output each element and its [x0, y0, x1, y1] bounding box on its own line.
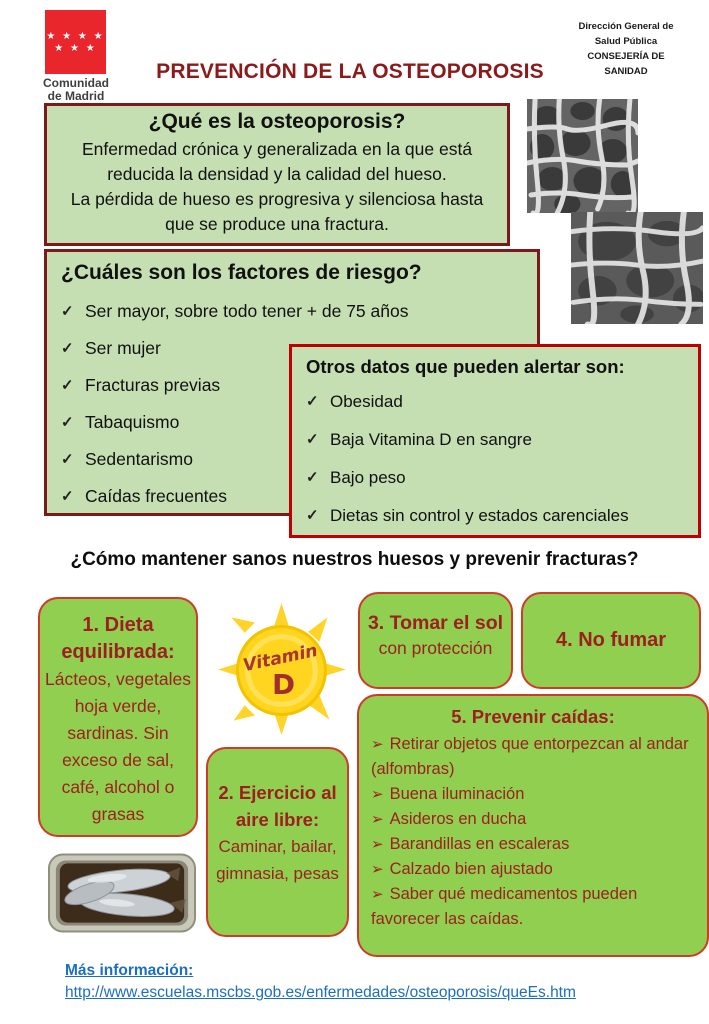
- sardine-tin-image: [48, 853, 196, 933]
- fall-item-text: Asideros en ducha: [389, 810, 527, 828]
- check-icon: ✓: [61, 488, 74, 505]
- footer: [65, 962, 685, 1002]
- definition-title: ¿Qué es la osteoporosis?: [148, 110, 406, 133]
- check-icon: ✓: [306, 507, 319, 524]
- fall-item-text: Retirar objetos que entorpezcan al andar (alfombras): [371, 735, 689, 778]
- department-header: [545, 19, 707, 79]
- check-icon: ✓: [306, 469, 319, 486]
- list-item: [371, 857, 695, 882]
- tip-box-sun: [358, 592, 513, 689]
- risk-item-text: Ser mayor, sobre todo tener + de 75 años: [85, 301, 409, 321]
- risk-item-text: Ser mujer: [85, 338, 161, 358]
- alert-item-text: Baja Vitamina D en sangre: [330, 430, 532, 449]
- bone-microscopy-image-bottom: [571, 212, 703, 324]
- arrow-bullet-icon: ➢: [371, 736, 384, 753]
- tip-box-prevent-falls: [357, 694, 709, 957]
- bone-microscopy-image-top: [527, 99, 638, 213]
- alert-signs-title: Otros datos que pueden alertar son:: [306, 356, 625, 377]
- list-item: [306, 389, 684, 414]
- definition-body-line2: La pérdida de hueso es progresiva y silenciosa hasta que se produce una fractura.: [70, 189, 484, 234]
- risk-item-text: Fracturas previas: [85, 375, 221, 395]
- alert-item-text: Obesidad: [330, 392, 403, 411]
- logo-caption-line1: Comunidad: [43, 76, 109, 90]
- tip-sun-body: con protección: [378, 638, 493, 658]
- fall-item-text: Buena iluminación: [389, 785, 525, 803]
- alert-item-text: Bajo peso: [330, 468, 406, 487]
- comunidad-madrid-flag-logo: [45, 10, 106, 74]
- check-icon: ✓: [61, 451, 74, 468]
- tip-sun-title: 3. Tomar el sol: [367, 612, 504, 634]
- risk-factors-title: ¿Cuáles son los factores de riesgo?: [61, 261, 422, 284]
- department-line: SANIDAD: [604, 66, 648, 77]
- alert-item-text: Dietas sin control y estados carenciales: [330, 506, 629, 525]
- arrow-bullet-icon: ➢: [371, 836, 384, 853]
- falls-list: [371, 732, 695, 932]
- list-item: [306, 427, 684, 452]
- definition-box: [44, 103, 510, 246]
- tip-no-smoking-title: 4. No fumar: [555, 629, 667, 651]
- definition-body-line1: Enfermedad crónica y generalizada en la que está reducida la densidad y la calidad del hueso.: [81, 139, 473, 184]
- tip-falls-title: 5. Prevenir caídas:: [451, 706, 615, 727]
- fall-item-text: Saber qué medicamentos pueden favorecer las caídas.: [371, 885, 638, 928]
- vitamin-d-sun-image: [213, 600, 351, 738]
- page-title: PREVENCIÓN DE LA OSTEOPOROSIS: [156, 60, 544, 83]
- check-icon: ✓: [306, 431, 319, 448]
- alert-signs-list: [306, 389, 684, 528]
- check-icon: ✓: [61, 414, 74, 431]
- flag-stars-icon: ★ ★ ★: [54, 42, 97, 54]
- list-item: [306, 465, 684, 490]
- risk-item-text: Tabaquismo: [85, 412, 180, 432]
- list-item: [371, 782, 695, 807]
- arrow-bullet-icon: ➢: [371, 861, 384, 878]
- arrow-bullet-icon: ➢: [371, 786, 384, 803]
- tip-diet-title: 1. Dieta equilibrada:: [61, 614, 175, 663]
- fall-item-text: Calzado bien ajustado: [389, 860, 553, 878]
- check-icon: ✓: [61, 377, 74, 394]
- list-item: [371, 832, 695, 857]
- arrow-bullet-icon: ➢: [371, 811, 384, 828]
- risk-item-text: Sedentarismo: [85, 449, 193, 469]
- list-item: [371, 882, 695, 932]
- logo-caption-line2: de Madrid: [47, 89, 105, 103]
- tip-exercise-body: Caminar, bailar, gimnasia, pesas: [216, 837, 339, 883]
- list-item: [61, 299, 523, 324]
- alert-signs-box: [289, 344, 701, 538]
- flag-stars-icon: ★ ★ ★ ★: [46, 30, 105, 42]
- more-info-label[interactable]: Más información:: [65, 962, 194, 979]
- department-line: CONSEJERÍA DE: [587, 51, 665, 62]
- fall-item-text: Barandillas en escaleras: [389, 835, 570, 853]
- tip-exercise-title: 2. Ejercicio al aire libre:: [218, 782, 337, 830]
- tip-box-diet: [38, 597, 198, 837]
- check-icon: ✓: [306, 393, 319, 410]
- list-item: [371, 732, 695, 782]
- tip-box-exercise: [206, 747, 349, 937]
- section-heading: ¿Cómo mantener sanos nuestros huesos y prevenir fracturas?: [70, 549, 639, 570]
- more-info-link[interactable]: http://www.escuelas.mscbs.gob.es/enfermedades/osteoporosis/queEs.htm: [65, 984, 576, 1001]
- tip-box-no-smoking: [521, 592, 701, 689]
- check-icon: ✓: [61, 340, 74, 357]
- department-line: Dirección General de: [578, 21, 674, 32]
- tip-diet-body: Lácteos, vegetales hoja verde, sardinas. Sin exceso de sal, café, alcohol o grasas: [45, 669, 191, 824]
- arrow-bullet-icon: ➢: [371, 886, 384, 903]
- sun-label-vitamin: Vitamin: [241, 640, 320, 677]
- logo-caption: [36, 77, 116, 103]
- check-icon: ✓: [61, 303, 74, 320]
- sun-label-d: D: [272, 668, 295, 702]
- list-item: [306, 503, 684, 528]
- department-line: Salud Pública: [594, 36, 658, 47]
- risk-item-text: Caídas frecuentes: [85, 486, 228, 506]
- list-item: [371, 807, 695, 832]
